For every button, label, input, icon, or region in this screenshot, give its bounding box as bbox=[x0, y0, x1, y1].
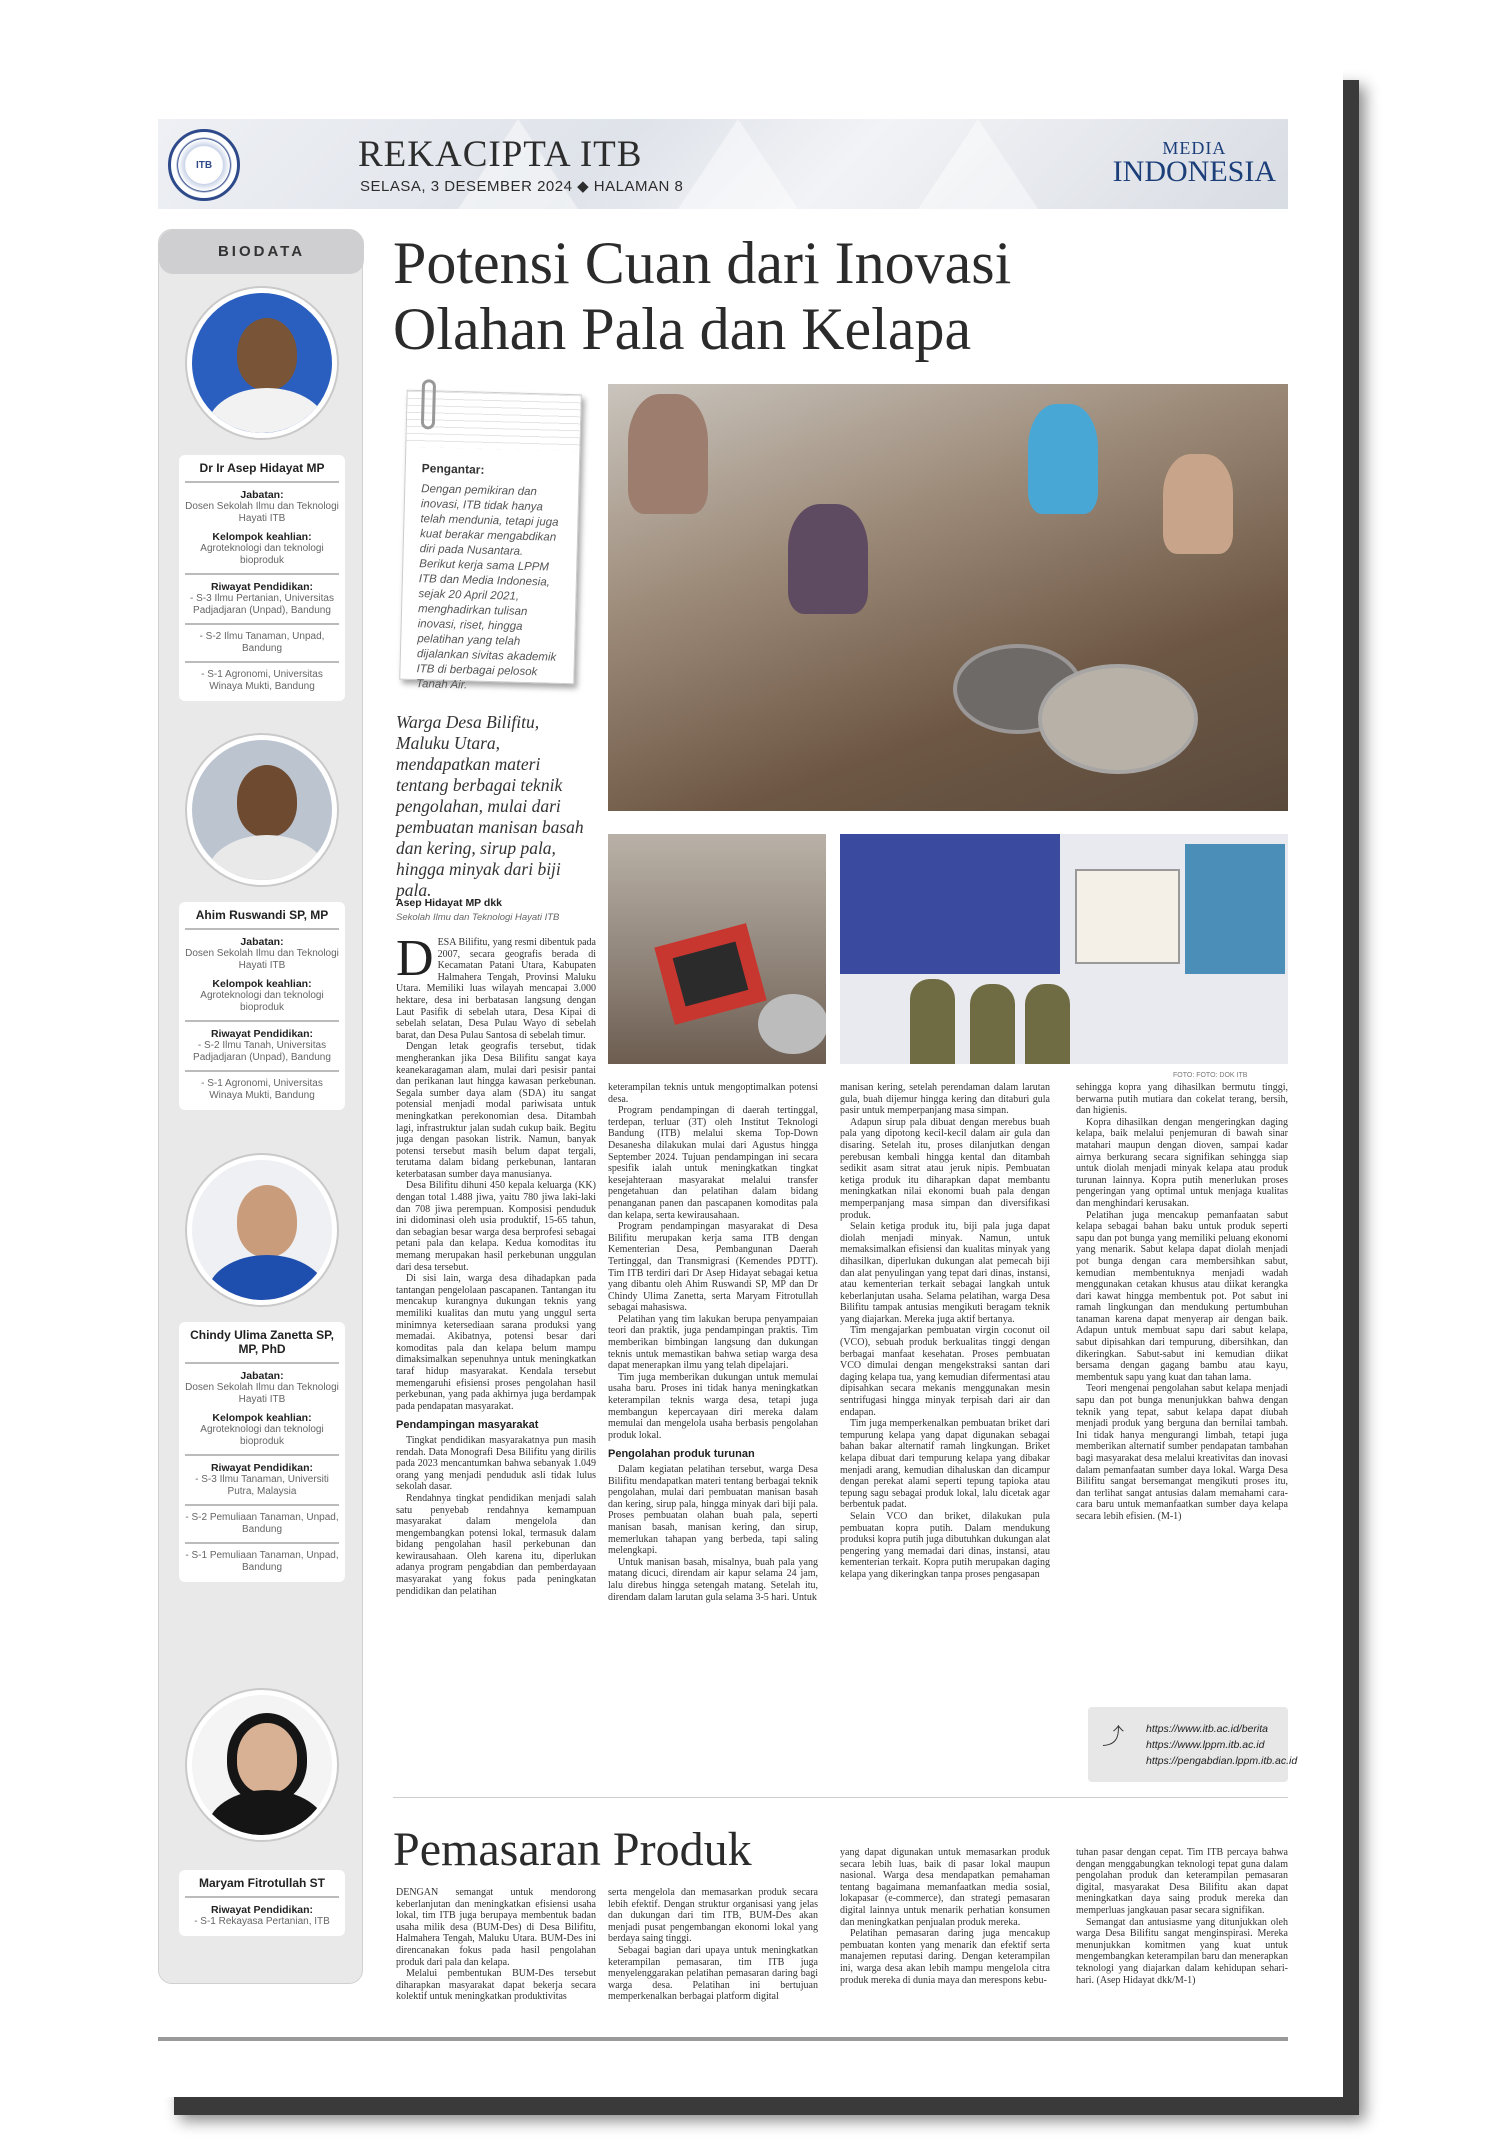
link[interactable]: https://www.itb.ac.id/berita bbox=[1146, 1723, 1268, 1735]
bio-card: Chindy Ulima Zanetta SP, MP, PhD Jabatan: Dosen Sekolah Ilmu dan Teknologi Hayati ITB Kelompok keahlian: Agroteknologi dan teknologi bioproduk Riwayat Pendidikan: - S-3 Ilmu Tanaman, Universiti Putra, Malaysia - S-2 Pemuliaan Tanaman, Unpad, Bandung - S-1 Pemuliaan Tanaman, Unpad, Bandung bbox=[179, 1322, 345, 1582]
avatar bbox=[187, 1155, 337, 1305]
section2-column-3: yang dapat digunakan untuk memasarkan produk secara lebih luas, baik di pasar lokal maupun nasional. Warga desa mendapatkan pemahaman tentang bagaimana memanfaatkan media sosial, lokapasar (e-commerce), dan strategi pemasaran digital lainnya untuk menarik perhatian konsumen dan meningkatkan penjualan produk mereka. Pelatihan pemasaran daring juga mencakup pembuatan konten yang menarik dan efektif serta manajemen reputasi daring. Dengan keterampilan ini, warga desa akan lebih mampu mengelola citra produk mereka di dunia maya dan merespons kebu- bbox=[840, 1847, 1050, 1986]
avatar bbox=[187, 735, 337, 885]
article-headline: Potensi Cuan dari Inovasi Olahan Pala dan Kelapa bbox=[393, 230, 1012, 362]
article-subhead: Warga Desa Bilifitu, Maluku Utara, mendapatkan materi tentang berbagai teknik pengolahan, mulai dari pembuatan manisan basah dan kering, sirup pala, hingga minyak dari biji pala. bbox=[396, 712, 584, 900]
article-column-3: manisan kering, setelah perendaman dalam larutan gula, buah dijemur hingga kering dan ditaburi gula pasir untuk memperpanjang masa simpan. Adapun sirup pala dibuat dengan merebus buah pala yang dipotong kecil-kecil dalam air gula dan disaring. Setelah itu, proses dilanjutkan dengan perebusan kembali hingga kental dan ditambah sedikit asam sitrat atau jeruk nipis. Pembuatan ketiga produk itu diharapkan dapat membantu meningkatkan nilai ekonomi buah pala dengan memperpanjang masa simpan dan diversifikasi produk. Selain ketiga produk itu, biji pala juga dapat diolah menjadi minyak. Namun, untuk memaksimalkan efisiensi dan kualitas minyak yang dihasilkan, diperlukan dukungan alat pemecah biji dan alat penyulingan yang tepat dari dinas, instansi, atau kementerian terkait sebagai langkah untuk keberlanjutan usaha. Selama pelatihan, warga Desa Bilifitu tampak antusias mengikuti beragam teknik yang diajarkan. Mereka juga aktif bertanya. Tim mengajarkan pembuatan virgin coconut oil (VCO), sebuah produk berkualitas tinggi dengan berbagai manfaat kesehatan. Proses pembuatan VCO dimulai dengan mengekstraksi santan dari daging kelapa tua, yang kemudian difermentasi atau dipisahkan secara mekanis menggunakan mesin sentrifugasi hingga minyak terpisah dari air dan endapan. Tim juga memperkenalkan pembuatan briket dari tempurung kelapa yang dapat digunakan sebagai bahan bakar alternatif ramah lingkungan. Briket kelapa dibuat dari tempurung kelapa yang dibakar menjadi arang, kemudian dihaluskan dan dicampur dengan perekat alami seperti tepung tapioka atau tepung sagu sebagai produk lokal, lalu dicetak agar berbentuk padat. Selain VCO dan briket, dilakukan pula pembuatan kopra putih. Dalam mendukung produksi kopra putih juga dibutuhkan dukungan alat pengering yang memadai dari dinas, instansi, atau kementerian terkait. Kopra putih merupakan daging kelapa yang dikeringkan tanpa proses pengasapan bbox=[840, 1082, 1050, 1580]
biodata-sidebar bbox=[158, 229, 363, 1984]
bio-card: Maryam Fitrotullah ST Riwayat Pendidikan: - S-1 Rekayasa Pertanian, ITB bbox=[179, 1870, 345, 1936]
section2-column-4: tuhan pasar dengan cepat. Tim ITB percaya bahwa dengan menggabungkan teknologi tepat guna dalam pengolahan produk dan keterampilan pemasaran digital, masyarakat Desa Bilifitu akan dapat meningkatkan daya saing produk mereka dan memperluas jangkauan pasar secara signifikan. Semangat dan antusiasme yang ditunjukkan oleh warga Desa Bilifitu sangat menginspirasi. Mereka menunjukkan komitmen yang kuat untuk mengembangkan keterampilan baru dan menerapkan teknologi yang diajarkan dalam kehidupan sehari-hari. (Asep Hidayat dkk/M-1) bbox=[1076, 1847, 1288, 1986]
date-line: SELASA, 3 DESEMBER 2024 ◆ HALAMAN 8 bbox=[360, 178, 684, 195]
itb-logo: ITB bbox=[168, 129, 240, 201]
training-photo-2 bbox=[608, 834, 826, 1064]
avatar bbox=[187, 288, 337, 438]
training-photo-3 bbox=[840, 834, 1288, 1064]
training-photo-main bbox=[608, 384, 1288, 811]
photo-credit: FOTO: FOTO: DOK ITB bbox=[1173, 1072, 1248, 1079]
biodata-title: BIODATA bbox=[159, 230, 364, 274]
section-title: REKACIPTA ITB bbox=[358, 134, 643, 175]
link[interactable]: https://pengabdian.lppm.itb.ac.id bbox=[1146, 1755, 1298, 1767]
cursor-click-icon: ⤴ bbox=[1102, 1724, 1125, 1749]
bio-card: Dr Ir Asep Hidayat MP Jabatan: Dosen Sekolah Ilmu dan Teknologi Hayati ITB Kelompok keahlian: Agroteknologi dan teknologi bioproduk Riwayat Pendidikan: - S-3 Ilmu Pertanian, Universitas Padjadjaran (Unpad), Bandung - S-2 Ilmu Tanaman, Unpad, Bandung - S-1 Agronomi, Universitas Winaya Mukti, Bandung bbox=[179, 455, 345, 701]
section2-column-2: serta mengelola dan memasarkan produk secara lebih efektif. Dengan struktur organisasi yang jelas dan dukungan dari tim ITB, BUM-Des akan menjadi pusat pengembangan ekonomi lokal yang berdaya saing tinggi. Sebagai bagian dari upaya untuk meningkatkan keterampilan pemasaran, tim ITB juga menyelenggarakan pelatihan pemasaran daring bagi warga desa. Pelatihan ini bertujuan memperkenalkan berbagai platform digital bbox=[608, 1887, 818, 2003]
masthead bbox=[158, 119, 1288, 209]
newspaper-page bbox=[158, 62, 1343, 2097]
intro-note: Pengantar: Dengan pemikiran dan inovasi, ITB tidak hanya telah mendunia, tetapi juga kuat berakar mengabdikan diri pada Nusantara. Berikut kerja sama LPPM ITB dan Media Indonesia, sejak 20 April 2021, menghadirkan tulisan inovasi, riset, hingga pelatihan yang telah dijalankan sivitas akademik ITB di berbagai pelosok Tanah Air. bbox=[399, 390, 582, 684]
link[interactable]: https://www.lppm.itb.ac.id bbox=[1146, 1739, 1265, 1751]
byline: Asep Hidayat MP dkk Sekolah Ilmu dan Teknologi Hayati ITB bbox=[396, 897, 560, 923]
media-indonesia-logo: MEDIA INDONESIA bbox=[1112, 138, 1276, 188]
article-column-2: keterampilan teknis untuk mengoptimalkan potensi desa. Program pendampingan di daerah tertinggal, terdepan, terluar (3T) oleh Institut Teknologi Bandung (ITB) melalui skema Top-Down Desanesha dilakukan mulai dari Agustus hingga September 2024. Tujuan pendampingan ini secara spesifik ialah untuk meningkatkan tingkat kesejahteraan masyarakat melalui transfer pengetahuan dan pelatihan dalam bidang penanganan panen dan pascapanen komoditas pala dan kelapa, serta kewirausahaan. Program pendampingan masyarakat di Desa Bilifitu merupakan kerja sama ITB dengan Kementerian Desa, Pembangunan Daerah Tertinggal, dan Transmigrasi (Kemendes PDTT). Tim ITB terdiri dari Dr Asep Hidayat sebagai ketua yang dibantu oleh Ahim Ruswandi SP, MP dan Dr Chindy Ulima Zanetta, serta Maryam Fitrotullah sebagai mahasiswa. Pelatihan yang tim lakukan berupa penyampaian teori dan praktik, juga pendampingan praktis. Tim memberikan bimbingan langsung dan dukungan teknis untuk memastikan bahwa setiap warga desa dapat menerapkan ilmu yang telah dipelajari. Tim juga memberikan dukungan untuk memulai usaha baru. Proses ini tidak hanya meningkatkan keterampilan teknis warga desa, tetapi juga membangun kepercayaan diri mereka dalam memulai dan mengelola usaha berbasis pengolahan produk lokal. Pengolahan produk turunan Dalam kegiatan pelatihan tersebut, warga Desa Bilifitu mendapatkan materi tentang berbagai teknik pengolahan, mulai dari pembuatan manisan basah dan kering, sirup pala, hingga minyak dari biji pala. Proses pembuatan olahan buah pala, seperti manisan basah, manisan kering, dan sirup, memerlukan tahapan yang berbeda, tapi saling melengkapi. Untuk manisan basah, misalnya, buah pala yang matang dicuci, direndam air kapur selama 24 jam, lalu direbus hingga setengah matang. Setelah itu, direndam dalam larutan gula selama 3-5 hari. Untuk bbox=[608, 1082, 818, 1603]
paperclip-icon bbox=[421, 379, 436, 429]
section2-column-1: DENGAN semangat untuk mendorong keberlanjutan dan meningkatkan efisiensi usaha lokal, tim ITB juga berupaya membentuk badan usaha milik desa (BUM-Des) di Desa Bilifitu, Halmahera Tengah, Maluku Utara. BUM-Des ini direncanakan fokus pada hasil pengolahan produk dari pala dan kelapa. Melalui pembentukan BUM-Des tersebut diharapkan masyarakat dapat bekerja secara kolektif untuk meningkatkan produktivitas bbox=[396, 1887, 596, 2003]
article-column-1: D ESA Bilifitu, yang resmi dibentuk pada 2007, secara geografis berada di Kecamatan Patani Utara, Kabupaten Halmahera Tengah, Provinsi Maluku Utara. Memiliki luas wilayah mencapai 3.000 hektare, desa ini berbatasan langsung dengan Laut Pasifik di sebelah utara, Desa Kipai di sebelah selatan, Desa Pulau Wayo di sebelah barat, dan Desa Pulau Santosa di sebelah timur. Dengan letak geografis tersebut, tidak mengherankan jika Desa Bilifitu sangat kaya keanekaragaman alam, mulai dari pesisir pantai dan perikanan laut hingga kawasan perkebunan. Segala sumber daya alam (SDA) itu sangat potensial menjadi modal pariwisata untuk meningkatkan perekonomian desa. Ditambah lagi, infrastruktur jalan sudah cukup baik. Begitu juga dengan pasokan listrik. Namun, banyak potensi tersebut masih belum dapat tergali, terutama dalam bidang perkebunan, lantaran keterbatasan sumber daya manusianya. Desa Bilifitu dihuni 450 kepala keluarga (KK) dengan total 1.488 jiwa, yaitu 780 jiwa laki-laki dan 708 jiwa perempuan. Komposisi penduduk ini didominasi oleh usia produktif, 15-65 tahun, dan sebagian besar warga desa berprofesi sebagai petani pala dan kelapa. Kedua komoditas itu memang merupakan hasil perkebunan unggulan dari desa tersebut. Di sisi lain, warga desa dihadapkan pada tantangan pengelolaan pascapanen. Tantangan itu mencakup kurangnya dukungan teknis yang memiliki kualitas dan mutu yang unggul serta minimnya ketersediaan sarana produksi yang memadai. Akibatnya, potensi besar dari komoditas pala dan kelapa belum mampu dimaksimalkan sepenuhnya untuk meningkatkan taraf hidup masyarakat. Kendala tersebut memengaruhi efisiensi proses pengolahan hasil perkebunan, yang pada akhirnya juga berdampak pada pendapatan masyarakat. Pendampingan masyarakat Tingkat pendidikan masyarakatnya pun masih rendah. Data Monografi Desa Bilifitu yang dirilis pada 2023 mencantumkan bahwa sebanyak 1.049 orang yang menjadi penduduk asli tidak lulus sekolah dasar. Rendahnya tingkat pendidikan menjadi salah satu penyebab rendahnya kemampuan masyarakat dalam mengelola dan mengembangkan potensi lokal, termasuk dalam bidang pengolahan hasil perkebunan dan kewirausahaan. Oleh karena itu, diperlukan adanya program pengabdian dan pemberdayaan masyarakat yang fokus pada peningkatan pendidikan dan pelatihan bbox=[396, 937, 596, 1597]
reference-links bbox=[1088, 1707, 1298, 1782]
avatar bbox=[187, 1690, 337, 1840]
section-heading: Pemasaran Produk bbox=[393, 1823, 752, 1876]
bio-card: Ahim Ruswandi SP, MP Jabatan: Dosen Sekolah Ilmu dan Teknologi Hayati ITB Kelompok keahlian: Agroteknologi dan teknologi bioproduk Riwayat Pendidikan: - S-2 Ilmu Tanah, Universitas Padjadjaran (Unpad), Bandung - S-1 Agronomi, Universitas Winaya Mukti, Bandung bbox=[179, 902, 345, 1110]
article-column-4: sehingga kopra yang dihasilkan bermutu tinggi, berwarna putih mutiara dan cokelat terang, bersih, dan higienis. Kopra dihasilkan dengan mengeringkan daging kelapa, baik melalui penjemuran di bawah sinar matahari maupun dengan dioven, sampai kadar airnya berkurang secara signifikan sehingga siap untuk diolah menjadi minyak kelapa atau produk turunan lainnya. Kopra putih menerlukan proses pengeringan yang optimal untuk menjaga kualitas dan menghindari kerusakan. Pelatihan juga mencakup pemanfaatan sabut kelapa sebagai bahan baku untuk produk seperti sapu dan pot bunga yang memiliki peluang ekonomi yang menarik. Sabut kelapa dapat diolah menjadi pot bunga dengan cara membersihkan sabut, kemudian membentuknya menjadi wadah menggunakan cetakan khusus atau diikat kerangka dari kawat hingga membentuk pot. Pot sabut ini ramah lingkungan dan mendukung pertumbuhan tanaman karena dapat menyerap air dengan baik. Adapun untuk membuat sapu dari sabut kelapa, sabut dipisahkan dari tempurung, dibersihkan, dan dikeringkan. Sabut-sabut ini kemudian diikat bersama dengan gagang bambu atau kayu, membentuk sapu yang kuat dan tahan lama. Teori mengenai pengolahan sabut kelapa menjadi sapu dan pot bunga menunjukkan bahwa dengan teknik yang tepat, sabut kelapa dapat diubah menjadi produk yang berguna dan bernilai tambah. Ini tidak hanya mengurangi limbah, tetapi juga memberikan alternatif sumber pendapatan tambahan bagi masyarakat desa melalui kreativitas dan inovasi dalam pemanfaatan sumber daya lokal. Warga Desa Bilifitu sangat bersemangat mengikuti proses itu, dan terlihat sangat antusias dalam memahami cara-cara baru untuk memanfaatkan sumber daya kelapa secara lebih efisien. (M-1) bbox=[1076, 1082, 1288, 1522]
